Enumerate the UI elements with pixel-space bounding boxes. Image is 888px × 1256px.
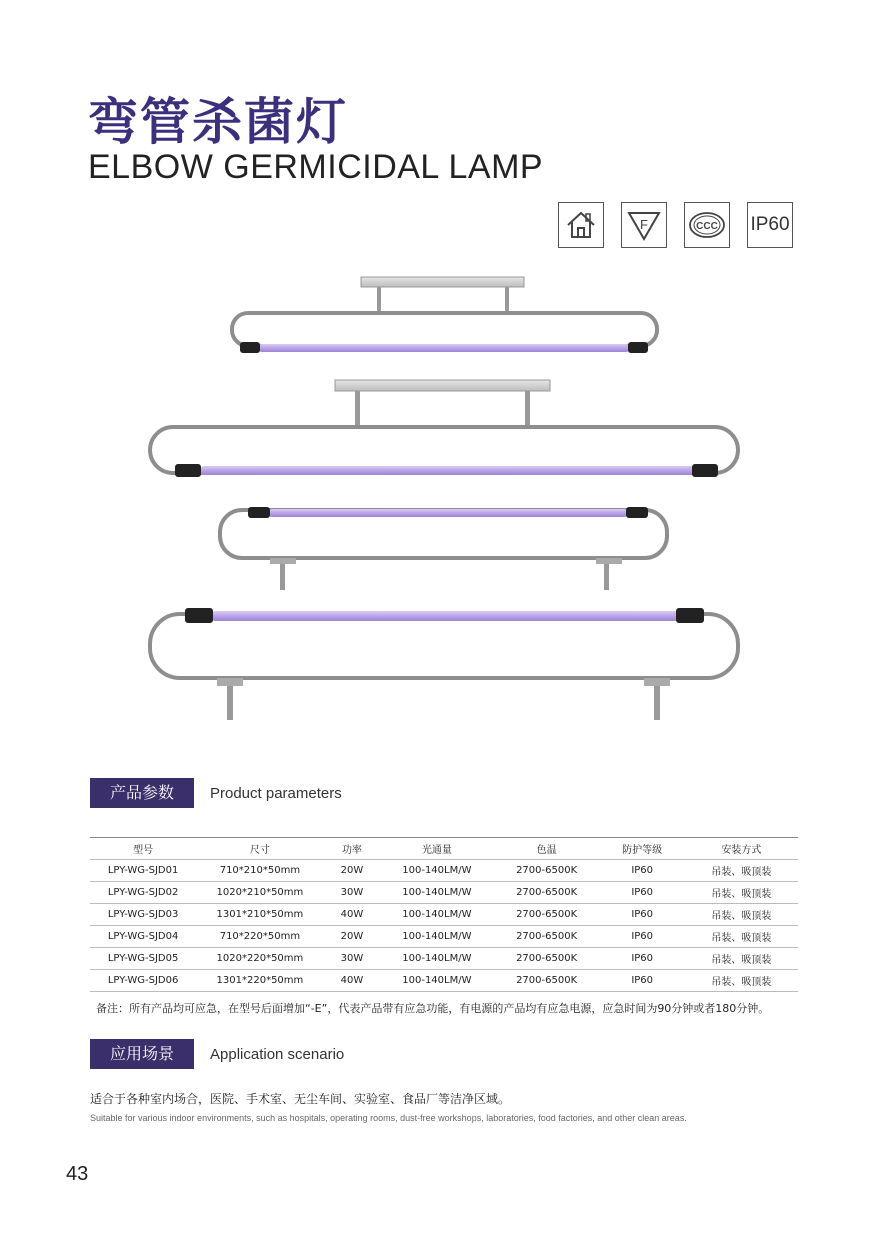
- table-row: [90, 882, 798, 904]
- cell-cct: 2700-6500K: [494, 860, 600, 882]
- table-row: [90, 970, 798, 992]
- lamp-3: [220, 507, 667, 590]
- cell-mount: 吊装、吸顶装: [685, 882, 798, 904]
- section-tag: 产品参数: [90, 778, 194, 808]
- table-header-row: [90, 838, 798, 860]
- table-row: [90, 926, 798, 948]
- col-header: 功率: [324, 838, 381, 860]
- cell-ip: IP60: [600, 882, 685, 904]
- cell-mount: 吊装、吸顶装: [685, 860, 798, 882]
- svg-text:F: F: [640, 217, 648, 232]
- cell-size: 1301*210*50mm: [196, 904, 323, 926]
- cell-ip: IP60: [600, 970, 685, 992]
- cell-ip: IP60: [600, 904, 685, 926]
- cell-mount: 吊装、吸顶装: [685, 904, 798, 926]
- lamp-2: [150, 380, 738, 477]
- section-tag: 应用场景: [90, 1039, 194, 1069]
- cell-flux: 100-140LM/W: [380, 926, 493, 948]
- page-title-en: ELBOW GERMICIDAL LAMP: [88, 148, 544, 186]
- cell-mount: 吊装、吸顶装: [685, 948, 798, 970]
- col-header: 光通量: [380, 838, 493, 860]
- section-product-parameters: [90, 778, 342, 808]
- cell-ip: IP60: [600, 948, 685, 970]
- house-icon: [558, 202, 604, 248]
- cell-power: 40W: [324, 970, 381, 992]
- table-row: [90, 904, 798, 926]
- cell-power: 30W: [324, 948, 381, 970]
- cell-cct: 2700-6500K: [494, 904, 600, 926]
- svg-text:CCC: CCC: [696, 221, 718, 232]
- cell-flux: 100-140LM/W: [380, 860, 493, 882]
- cell-mount: 吊装、吸顶装: [685, 970, 798, 992]
- table-note: 备注：所有产品均可应急，在型号后面增加“-E”，代表产品带有应急功能，有电源的产品均有应急电源，应急时间为90分钟或者180分钟。: [96, 1002, 770, 1015]
- cell-size: 1020*220*50mm: [196, 948, 323, 970]
- lamp-product-illustrations: [0, 270, 888, 740]
- cell-power: 20W: [324, 860, 381, 882]
- cell-cct: 2700-6500K: [494, 882, 600, 904]
- cell-model: LPY-WG-SJD06: [90, 970, 196, 992]
- cell-model: LPY-WG-SJD03: [90, 904, 196, 926]
- cell-model: LPY-WG-SJD02: [90, 882, 196, 904]
- col-header: 色温: [494, 838, 600, 860]
- cell-size: 1301*220*50mm: [196, 970, 323, 992]
- col-header: 安装方式: [685, 838, 798, 860]
- cell-power: 40W: [324, 904, 381, 926]
- f-triangle-icon: [621, 202, 667, 248]
- cell-power: 30W: [324, 882, 381, 904]
- ccc-icon: [684, 202, 730, 248]
- cell-size: 1020*210*50mm: [196, 882, 323, 904]
- cell-model: LPY-WG-SJD01: [90, 860, 196, 882]
- lamp-1: [232, 277, 657, 353]
- cell-cct: 2700-6500K: [494, 970, 600, 992]
- cell-flux: 100-140LM/W: [380, 948, 493, 970]
- page-title-cn: 弯管杀菌灯: [88, 93, 348, 151]
- certification-row: [558, 202, 793, 248]
- section-subtitle: Application scenario: [210, 1045, 345, 1063]
- cell-ip: IP60: [600, 926, 685, 948]
- parameters-table: [90, 837, 798, 992]
- cell-mount: 吊装、吸顶装: [685, 926, 798, 948]
- cell-flux: 100-140LM/W: [380, 882, 493, 904]
- cell-flux: 100-140LM/W: [380, 904, 493, 926]
- cell-flux: 100-140LM/W: [380, 970, 493, 992]
- cell-model: LPY-WG-SJD05: [90, 948, 196, 970]
- scenario-text-cn: 适合于各种室内场合，医院、手术室、无尘车间、实验室、食品厂等洁净区域。: [90, 1092, 511, 1106]
- table-row: [90, 860, 798, 882]
- lamp-4: [150, 608, 738, 720]
- cell-size: 710*220*50mm: [196, 926, 323, 948]
- cell-cct: 2700-6500K: [494, 948, 600, 970]
- page-number: 43: [66, 1163, 89, 1185]
- cell-cct: 2700-6500K: [494, 926, 600, 948]
- cell-power: 20W: [324, 926, 381, 948]
- col-header: 尺寸: [196, 838, 323, 860]
- table-row: [90, 948, 798, 970]
- section-application-scenario: [90, 1039, 344, 1069]
- scenario-text-en: Suitable for various indoor environments, such as hospitals, operating rooms, dust-free workshops, laboratories, food factories, and other clean areas.: [90, 1113, 687, 1123]
- col-header: 型号: [90, 838, 196, 860]
- cell-size: 710*210*50mm: [196, 860, 323, 882]
- ip60-badge: IP60: [747, 202, 793, 248]
- cell-ip: IP60: [600, 860, 685, 882]
- section-subtitle: Product parameters: [210, 784, 342, 802]
- col-header: 防护等级: [600, 838, 685, 860]
- cell-model: LPY-WG-SJD04: [90, 926, 196, 948]
